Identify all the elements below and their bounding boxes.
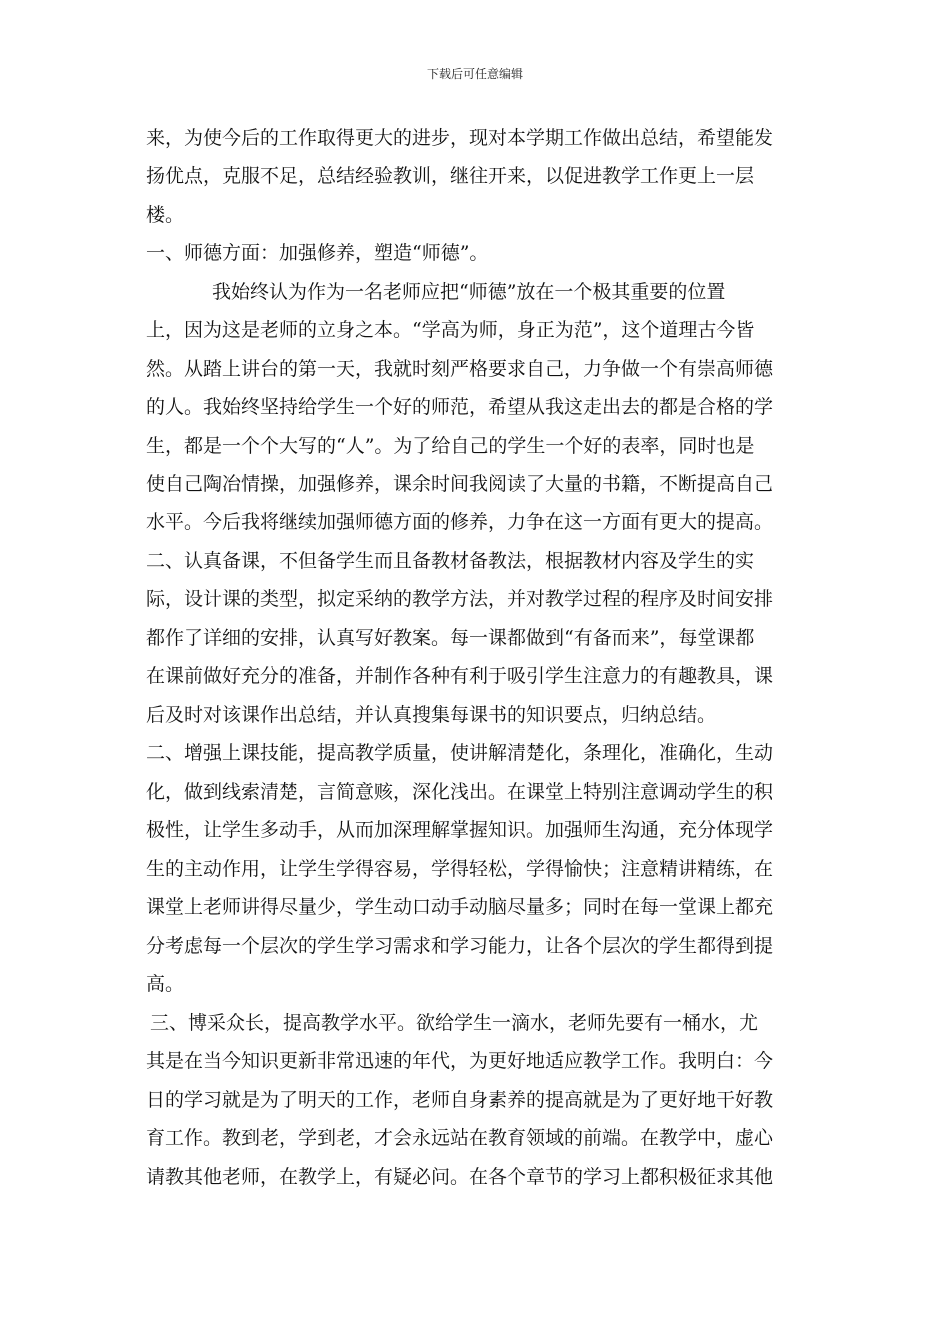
text-line: 课堂上老师讲得尽量少，学生动口动手动脑尽量多；同时在每一堂课上都充 bbox=[146, 896, 774, 918]
text-line: 生，都是一个个大写的“人”。为了给自己的学生一个好的表率，同时也是 bbox=[146, 435, 755, 457]
text-line: 然。从踏上讲台的第一天，我就时刻严格要求自己，力争做一个有崇高师德 bbox=[146, 358, 774, 380]
text-line: 日的学习就是为了明天的工作，老师自身素养的提高就是为了更好地干好教 bbox=[146, 1089, 774, 1111]
text-line: 我始终认为作为一名老师应把“师德”放在一个极其重要的位置 bbox=[212, 281, 726, 303]
text-line: 三、博采众长，提高教学水平。欲给学生一滴水，老师先要有一桶水，尤 bbox=[150, 1012, 759, 1034]
text-line: 来，为使今后的工作取得更大的进步，现对本学期工作做出总结，希望能发 bbox=[146, 127, 774, 149]
text-line: 分考虑每一个层次的学生学习需求和学习能力，让各个层次的学生都得到提 bbox=[146, 935, 774, 957]
text-line: 高。 bbox=[146, 973, 185, 995]
text-line: 上，因为这是老师的立身之本。“学高为师，身正为范”，这个道理古今皆 bbox=[146, 319, 755, 341]
text-line: 化，做到线索清楚，言简意赅，深化浅出。在课堂上特别注意调动学生的积 bbox=[146, 781, 774, 803]
text-line: 生的主动作用，让学生学得容易，学得轻松，学得愉快；注意精讲精练，在 bbox=[146, 858, 774, 880]
text-line: 育工作。教到老，学到老，才会永远站在教育领域的前端。在教学中，虚心 bbox=[146, 1127, 774, 1149]
text-line: 二、认真备课，不但备学生而且备教材备教法，根据教材内容及学生的实 bbox=[146, 550, 755, 572]
text-line: 一、师德方面：加强修养，塑造“师德”。 bbox=[146, 242, 489, 264]
text-line: 的人。我始终坚持给学生一个好的师范，希望从我这走出去的都是合格的学 bbox=[146, 396, 774, 418]
text-line: 都作了详细的安排，认真写好教案。每一课都做到“有备而来”，每堂课都 bbox=[146, 627, 755, 649]
text-line: 使自己陶冶情操，加强修养，课余时间我阅读了大量的书籍，不断提高自己 bbox=[146, 473, 774, 495]
text-line: 后及时对该课作出总结，并认真搜集每课书的知识要点，归纳总结。 bbox=[146, 704, 717, 726]
text-line: 楼。 bbox=[146, 204, 185, 226]
text-line: 其是在当今知识更新非常迅速的年代，为更好地适应教学工作。我明白：今 bbox=[146, 1050, 774, 1072]
text-line: 水平。今后我将继续加强师德方面的修养，力争在这一方面有更大的提高。 bbox=[146, 511, 774, 533]
text-line: 扬优点，克服不足，总结经验教训，继往开来，以促进教学工作更上一层 bbox=[146, 165, 755, 187]
text-line: 二、增强上课技能，提高教学质量，使讲解清楚化，条理化，准确化，生动 bbox=[146, 742, 774, 764]
text-line: 际，设计课的类型，拟定采纳的教学方法，并对教学过程的程序及时间安排 bbox=[146, 588, 774, 610]
text-line: 极性，让学生多动手，从而加深理解掌握知识。加强师生沟通，充分体现学 bbox=[146, 819, 774, 841]
page-header: 下载后可任意编辑 bbox=[426, 67, 523, 81]
text-line: 在课前做好充分的准备，并制作各种有利于吸引学生注意力的有趣教具，课 bbox=[146, 665, 774, 687]
text-line: 请教其他老师，在教学上，有疑必问。在各个章节的学习上都积极征求其他 bbox=[146, 1166, 774, 1188]
